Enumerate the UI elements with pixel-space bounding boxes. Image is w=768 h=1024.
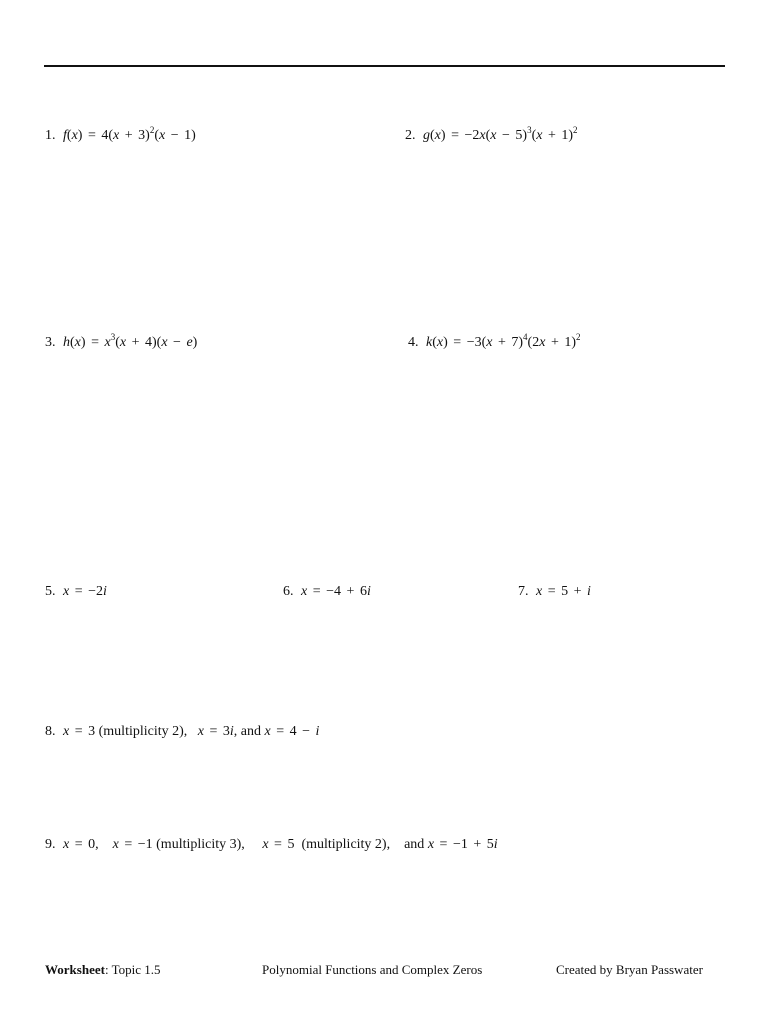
problem-7	[518, 584, 591, 600]
problem-8	[45, 724, 319, 740]
problem-2-number: 2.	[405, 128, 416, 143]
problem-1	[45, 125, 196, 144]
problem-9	[45, 837, 498, 853]
footer-credit: Created by Bryan Passwater	[556, 962, 703, 977]
problem-6-expression: x = −4 + 6i	[301, 584, 371, 599]
problem-2	[405, 125, 578, 144]
problem-7-expression: x = 5 + i	[536, 584, 591, 599]
problem-5	[45, 584, 107, 600]
problem-3-number: 3.	[45, 335, 56, 350]
problem-1-number: 1.	[45, 128, 56, 143]
problem-5-number: 5.	[45, 584, 56, 599]
footer-worksheet-topic	[45, 962, 161, 978]
footer-worksheet-label: Worksheet	[45, 962, 105, 977]
problem-9-expression: x = 0, x = −1 (multiplicity 3), x = 5 (multiplicity 2), and x = −1 + 5i	[63, 837, 498, 852]
footer-title: Polynomial Functions and Complex Zeros	[262, 962, 483, 977]
problem-7-number: 7.	[518, 584, 529, 599]
problem-9-number: 9.	[45, 837, 56, 852]
problem-8-expression: x = 3 (multiplicity 2), x = 3i, and x = 4 − i	[63, 724, 320, 739]
problem-3	[45, 332, 198, 351]
problem-8-number: 8.	[45, 724, 56, 739]
problem-4	[408, 332, 581, 351]
problem-3-expression: $h(x) = x^3(x + 4)(x - e)$	[63, 332, 198, 350]
problem-6	[283, 584, 371, 600]
problem-6-number: 6.	[283, 584, 294, 599]
problem-4-number: 4.	[408, 335, 419, 350]
problem-1-expression: $f(x) = 4(x + 3)^2(x - 1)$	[63, 125, 196, 143]
top-rule	[44, 65, 725, 67]
problem-4-expression: $k(x) = -3(x + 7)^4(2x + 1)^2$	[426, 332, 581, 350]
problem-5-expression: x = −2i	[63, 584, 107, 599]
problem-2-expression: $g(x) = -2x(x - 5)^3(x + 1)^2$	[423, 125, 578, 143]
footer-topic: : Topic 1.5	[104, 962, 161, 977]
